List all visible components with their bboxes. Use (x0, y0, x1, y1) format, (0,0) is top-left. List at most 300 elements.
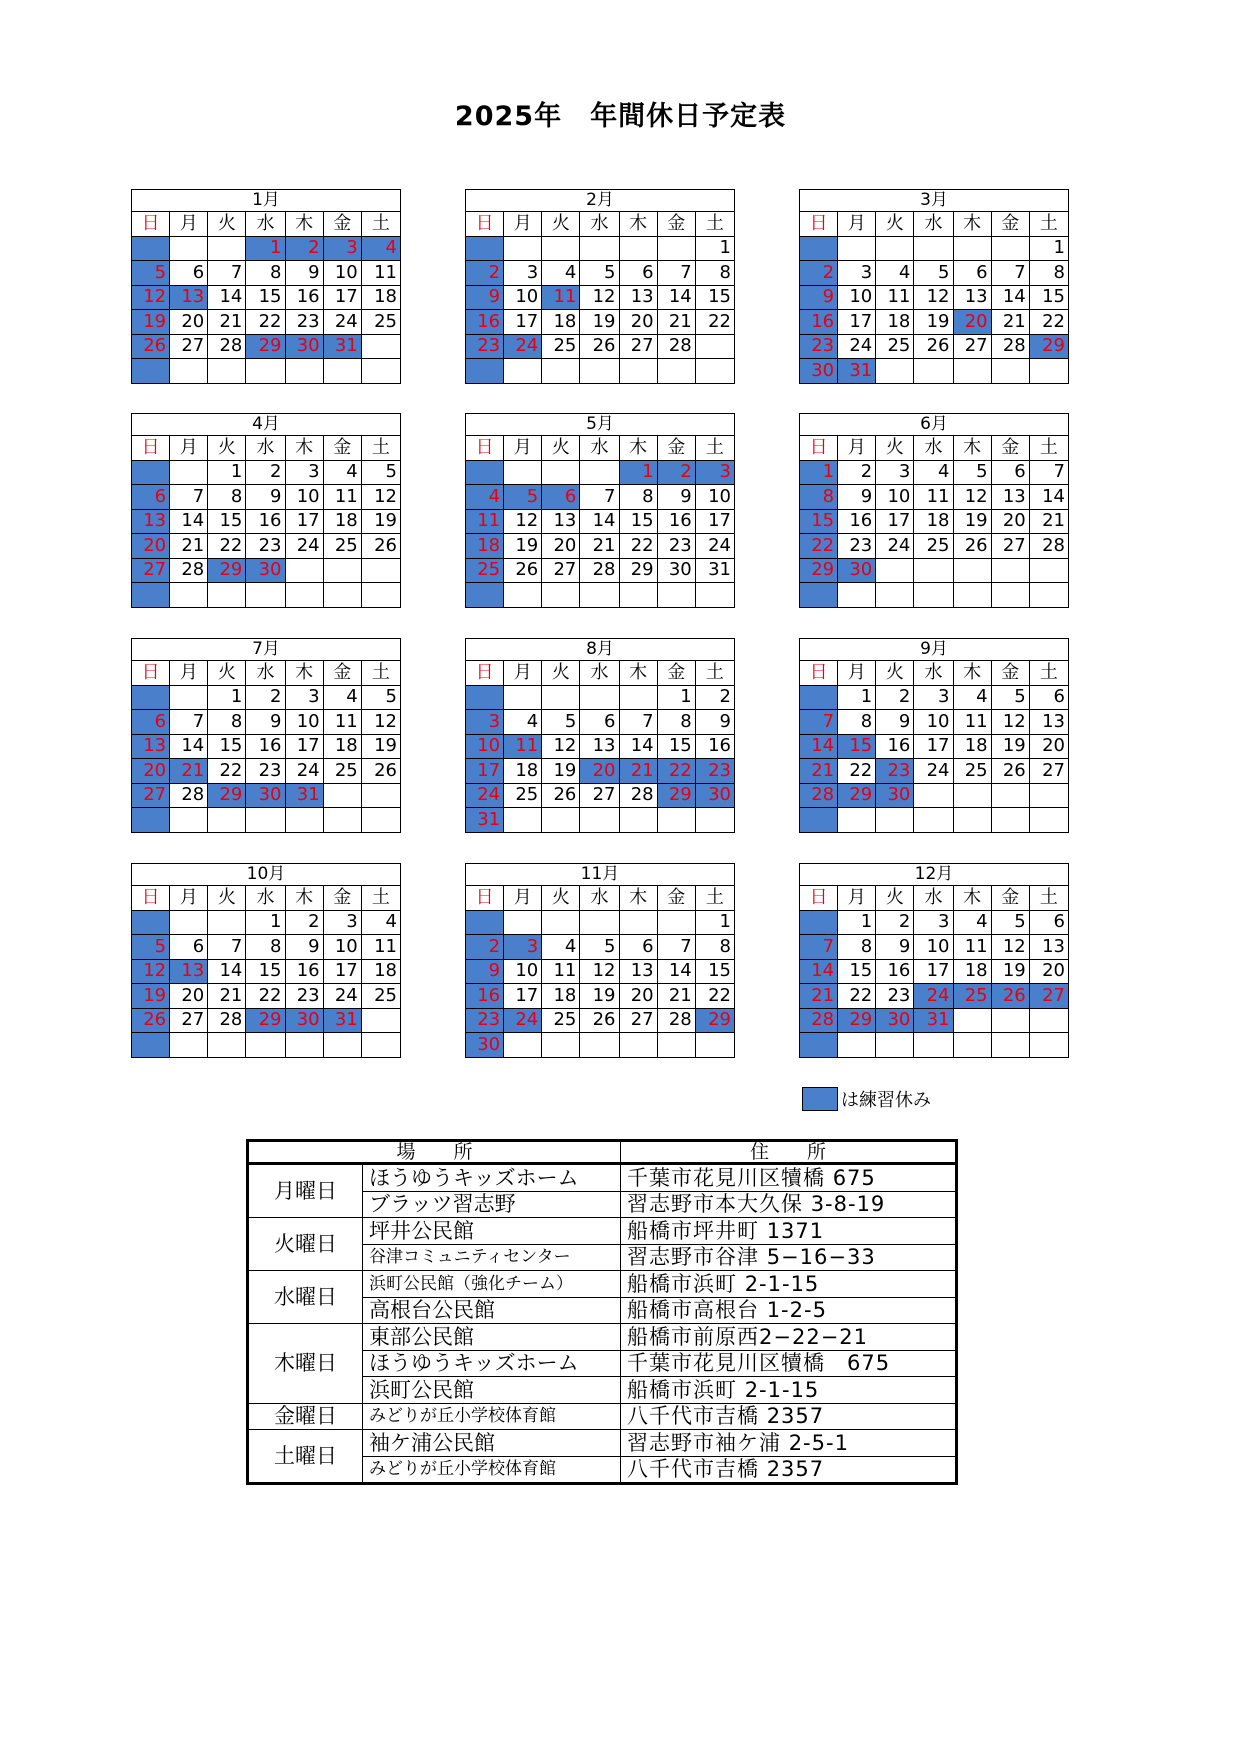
day-cell: 5 (361, 460, 400, 485)
day-cell: 13 (619, 959, 657, 984)
weekday-name: 金曜日 (248, 1403, 363, 1430)
empty-cell (619, 359, 657, 384)
place-name: 袖ケ浦公民館 (363, 1430, 621, 1457)
weekday-label: 日 (132, 212, 170, 237)
empty-cell (876, 236, 914, 261)
day-cell: 22 (246, 984, 285, 1009)
day-cell: 26 (132, 1008, 170, 1033)
day-cell: 28 (800, 1008, 838, 1033)
day-cell: 28 (619, 783, 657, 808)
day-cell: 5 (504, 485, 542, 510)
day-cell: 4 (504, 710, 542, 735)
day-cell: 12 (542, 734, 580, 759)
day-cell: 10 (838, 285, 876, 310)
weekday-label: 日 (132, 661, 170, 686)
place-name: 浜町公民館 (363, 1377, 621, 1404)
empty-cell (542, 910, 580, 935)
day-cell: 19 (953, 509, 991, 534)
empty-cell (170, 808, 208, 833)
empty-cell (170, 236, 208, 261)
empty-cell (695, 1033, 734, 1058)
day-cell: 16 (800, 310, 838, 335)
day-cell: 21 (170, 759, 208, 784)
calendar-month-12 (799, 863, 1069, 1058)
day-cell: 30 (838, 558, 876, 583)
day-cell: 11 (542, 959, 580, 984)
day-cell: 28 (580, 558, 619, 583)
place-address: 八千代市吉橋 2357 (621, 1403, 957, 1430)
day-cell: 2 (800, 261, 838, 286)
day-cell: 22 (619, 534, 657, 559)
day-cell: 24 (285, 759, 323, 784)
empty-cell (361, 359, 400, 384)
empty-cell (246, 583, 285, 608)
weekday-label: 水 (914, 212, 953, 237)
empty-cell (504, 685, 542, 710)
weekday-label: 木 (953, 436, 991, 461)
weekday-label: 月 (170, 436, 208, 461)
day-cell: 11 (361, 935, 400, 960)
day-cell: 4 (323, 460, 361, 485)
empty-cell (504, 583, 542, 608)
empty-cell (800, 808, 838, 833)
empty-cell (800, 910, 838, 935)
day-cell: 9 (800, 285, 838, 310)
empty-cell (208, 910, 246, 935)
day-cell: 29 (619, 558, 657, 583)
empty-cell (504, 1033, 542, 1058)
weekday-label: 木 (619, 436, 657, 461)
day-cell: 13 (170, 959, 208, 984)
day-cell: 1 (246, 910, 285, 935)
calendar-month-11 (465, 863, 735, 1058)
day-cell: 4 (542, 261, 580, 286)
day-cell: 15 (838, 959, 876, 984)
day-cell: 14 (170, 734, 208, 759)
weekday-label: 土 (695, 661, 734, 686)
day-cell: 8 (838, 710, 876, 735)
empty-cell (695, 334, 734, 359)
day-cell: 10 (323, 935, 361, 960)
weekday-label: 月 (838, 661, 876, 686)
weekday-name: 月曜日 (248, 1164, 363, 1218)
empty-cell (876, 583, 914, 608)
place-address: 習志野市袖ケ浦 2-5-1 (621, 1430, 957, 1457)
day-cell: 20 (991, 509, 1029, 534)
day-cell: 10 (876, 485, 914, 510)
day-cell: 2 (246, 460, 285, 485)
day-cell: 26 (991, 759, 1029, 784)
day-cell: 9 (657, 485, 695, 510)
day-cell: 21 (657, 310, 695, 335)
empty-cell (504, 808, 542, 833)
empty-cell (132, 460, 170, 485)
day-cell: 4 (914, 460, 953, 485)
empty-cell (208, 583, 246, 608)
day-cell: 23 (246, 759, 285, 784)
weekday-label: 水 (580, 436, 619, 461)
month-label: 4月 (132, 414, 401, 436)
day-cell: 4 (361, 910, 400, 935)
empty-cell (580, 808, 619, 833)
day-cell: 2 (695, 685, 734, 710)
empty-cell (542, 359, 580, 384)
weekday-label: 日 (466, 886, 504, 911)
day-cell: 20 (580, 759, 619, 784)
day-cell: 4 (361, 236, 400, 261)
day-cell: 28 (657, 1008, 695, 1033)
empty-cell (246, 808, 285, 833)
day-cell: 1 (246, 236, 285, 261)
weekday-label: 土 (361, 436, 400, 461)
day-cell: 13 (991, 485, 1029, 510)
empty-cell (991, 808, 1029, 833)
empty-cell (838, 583, 876, 608)
day-cell: 21 (580, 534, 619, 559)
empty-cell (361, 334, 400, 359)
day-cell: 13 (1029, 710, 1068, 735)
day-cell: 12 (361, 710, 400, 735)
empty-cell (953, 1008, 991, 1033)
day-cell: 14 (580, 509, 619, 534)
day-cell: 15 (619, 509, 657, 534)
day-cell: 14 (208, 959, 246, 984)
empty-cell (657, 808, 695, 833)
day-cell: 21 (800, 984, 838, 1009)
day-cell: 14 (657, 285, 695, 310)
month-label: 11月 (466, 864, 735, 886)
weekday-label: 金 (323, 212, 361, 237)
day-cell: 24 (914, 759, 953, 784)
place-address: 船橋市前原西2−22−21 (621, 1324, 957, 1351)
day-cell: 3 (914, 685, 953, 710)
day-cell: 17 (323, 285, 361, 310)
day-cell: 27 (991, 534, 1029, 559)
day-cell: 6 (580, 710, 619, 735)
empty-cell (657, 236, 695, 261)
day-cell: 13 (953, 285, 991, 310)
place-name: みどりが丘小学校体育館 (363, 1403, 621, 1430)
day-cell: 29 (246, 334, 285, 359)
day-cell: 22 (246, 310, 285, 335)
day-cell: 29 (695, 1008, 734, 1033)
empty-cell (619, 583, 657, 608)
day-cell: 20 (619, 310, 657, 335)
day-cell: 6 (991, 460, 1029, 485)
weekday-label: 金 (657, 661, 695, 686)
day-cell: 20 (132, 534, 170, 559)
empty-cell (1029, 808, 1068, 833)
empty-cell (580, 910, 619, 935)
empty-cell (953, 783, 991, 808)
day-cell: 21 (657, 984, 695, 1009)
empty-cell (580, 1033, 619, 1058)
day-cell: 12 (504, 509, 542, 534)
day-cell: 20 (132, 759, 170, 784)
day-cell: 8 (695, 935, 734, 960)
day-cell: 5 (580, 935, 619, 960)
day-cell: 11 (361, 261, 400, 286)
day-cell: 23 (246, 534, 285, 559)
day-cell: 25 (361, 984, 400, 1009)
empty-cell (914, 783, 953, 808)
day-cell: 23 (876, 984, 914, 1009)
empty-cell (991, 583, 1029, 608)
day-cell: 31 (914, 1008, 953, 1033)
empty-cell (1029, 583, 1068, 608)
empty-cell (657, 583, 695, 608)
day-cell: 10 (504, 285, 542, 310)
calendar-month-6 (799, 413, 1069, 608)
day-cell: 23 (695, 759, 734, 784)
day-cell: 7 (208, 261, 246, 286)
day-cell: 26 (991, 984, 1029, 1009)
day-cell: 15 (657, 734, 695, 759)
day-cell: 26 (132, 334, 170, 359)
day-cell: 25 (953, 759, 991, 784)
calendar-month-10 (131, 863, 401, 1058)
day-cell: 29 (838, 783, 876, 808)
empty-cell (323, 783, 361, 808)
calendar-month-4 (131, 413, 401, 608)
location-table-header (248, 1141, 957, 1164)
page-title: 2025年 年間休日予定表 (454, 101, 787, 132)
empty-cell (132, 808, 170, 833)
empty-cell (323, 359, 361, 384)
day-cell: 11 (953, 710, 991, 735)
day-cell: 5 (132, 261, 170, 286)
day-cell: 21 (991, 310, 1029, 335)
day-cell: 24 (504, 334, 542, 359)
place-name: ほうゆうキッズホーム (363, 1350, 621, 1377)
day-cell: 8 (246, 935, 285, 960)
day-cell: 18 (466, 534, 504, 559)
empty-cell (323, 583, 361, 608)
weekday-label: 金 (323, 886, 361, 911)
day-cell: 27 (619, 334, 657, 359)
empty-cell (619, 685, 657, 710)
day-cell: 22 (838, 984, 876, 1009)
empty-cell (1029, 783, 1068, 808)
day-cell: 24 (838, 334, 876, 359)
empty-cell (466, 910, 504, 935)
day-cell: 30 (876, 1008, 914, 1033)
empty-cell (542, 685, 580, 710)
day-cell: 1 (838, 910, 876, 935)
weekday-label: 木 (619, 212, 657, 237)
day-cell: 16 (246, 509, 285, 534)
month-label: 2月 (466, 190, 735, 212)
weekday-label: 木 (285, 661, 323, 686)
empty-cell (361, 783, 400, 808)
day-cell: 3 (838, 261, 876, 286)
empty-cell (876, 359, 914, 384)
place-name: みどりが丘小学校体育館 (363, 1456, 621, 1484)
day-cell: 27 (170, 1008, 208, 1033)
day-cell: 8 (657, 710, 695, 735)
day-cell: 19 (914, 310, 953, 335)
day-cell: 9 (876, 710, 914, 735)
day-cell: 18 (953, 734, 991, 759)
empty-cell (504, 910, 542, 935)
day-cell: 1 (838, 685, 876, 710)
weekday-label: 火 (542, 212, 580, 237)
day-cell: 14 (657, 959, 695, 984)
weekday-label: 金 (991, 436, 1029, 461)
empty-cell (580, 685, 619, 710)
place-name: 坪井公民館 (363, 1218, 621, 1245)
day-cell: 16 (876, 734, 914, 759)
day-cell: 1 (1029, 236, 1068, 261)
empty-cell (170, 583, 208, 608)
day-cell: 6 (1029, 910, 1068, 935)
day-cell: 28 (208, 334, 246, 359)
place-address: 習志野市本大久保 3-8-19 (621, 1191, 957, 1218)
weekday-label: 火 (208, 661, 246, 686)
weekday-label: 木 (285, 886, 323, 911)
day-cell: 2 (876, 685, 914, 710)
day-cell: 29 (1029, 334, 1068, 359)
day-cell: 8 (619, 485, 657, 510)
empty-cell (991, 783, 1029, 808)
weekday-label: 金 (657, 886, 695, 911)
day-cell: 17 (876, 509, 914, 534)
day-cell: 24 (285, 534, 323, 559)
place-address: 船橋市坪井町 1371 (621, 1218, 957, 1245)
day-cell: 18 (542, 984, 580, 1009)
empty-cell (1029, 359, 1068, 384)
weekday-label: 火 (876, 661, 914, 686)
day-cell: 27 (170, 334, 208, 359)
empty-cell (695, 808, 734, 833)
empty-cell (1029, 1033, 1068, 1058)
empty-cell (800, 1033, 838, 1058)
weekday-label: 日 (466, 436, 504, 461)
day-cell: 15 (1029, 285, 1068, 310)
day-cell: 29 (838, 1008, 876, 1033)
empty-cell (953, 1033, 991, 1058)
month-label: 3月 (800, 190, 1069, 212)
weekday-label: 土 (695, 886, 734, 911)
day-cell: 31 (695, 558, 734, 583)
weekday-label: 日 (466, 661, 504, 686)
day-cell: 15 (695, 959, 734, 984)
day-cell: 27 (1029, 759, 1068, 784)
month-label: 9月 (800, 639, 1069, 661)
weekday-label: 日 (132, 886, 170, 911)
weekday-label: 土 (361, 212, 400, 237)
day-cell: 7 (619, 710, 657, 735)
empty-cell (838, 808, 876, 833)
weekday-name: 水曜日 (248, 1271, 363, 1324)
day-cell: 3 (695, 460, 734, 485)
empty-cell (580, 583, 619, 608)
day-cell: 11 (323, 485, 361, 510)
weekday-label: 月 (838, 436, 876, 461)
day-cell: 20 (619, 984, 657, 1009)
weekday-label: 月 (504, 212, 542, 237)
empty-cell (542, 808, 580, 833)
day-cell: 27 (1029, 984, 1068, 1009)
day-cell: 23 (285, 310, 323, 335)
location-table (246, 1139, 958, 1485)
day-cell: 17 (285, 509, 323, 534)
day-cell: 17 (914, 959, 953, 984)
place-address: 習志野市谷津 5−16−33 (621, 1244, 957, 1271)
day-cell: 23 (466, 334, 504, 359)
empty-cell (657, 1033, 695, 1058)
day-cell: 6 (170, 935, 208, 960)
day-cell: 3 (466, 710, 504, 735)
day-cell: 15 (246, 285, 285, 310)
weekday-name: 木曜日 (248, 1324, 363, 1404)
place-name: ブラッツ習志野 (363, 1191, 621, 1218)
day-cell: 19 (361, 734, 400, 759)
day-cell: 29 (208, 558, 246, 583)
day-cell: 20 (170, 984, 208, 1009)
day-cell: 9 (876, 935, 914, 960)
empty-cell (542, 236, 580, 261)
empty-cell (876, 558, 914, 583)
day-cell: 11 (876, 285, 914, 310)
calendar-month-1 (131, 189, 401, 384)
empty-cell (170, 1033, 208, 1058)
day-cell: 9 (466, 285, 504, 310)
day-cell: 28 (170, 783, 208, 808)
day-cell: 12 (580, 285, 619, 310)
day-cell: 17 (323, 959, 361, 984)
weekday-label: 金 (323, 661, 361, 686)
empty-cell (132, 236, 170, 261)
legend-text: は練習休み (841, 1090, 931, 1111)
location-row (248, 1164, 957, 1192)
day-cell: 19 (132, 310, 170, 335)
day-cell: 28 (1029, 534, 1068, 559)
day-cell: 16 (246, 734, 285, 759)
empty-cell (246, 359, 285, 384)
empty-cell (619, 1033, 657, 1058)
day-cell: 17 (695, 509, 734, 534)
day-cell: 25 (876, 334, 914, 359)
day-cell: 15 (838, 734, 876, 759)
day-cell: 22 (695, 984, 734, 1009)
day-cell: 25 (542, 1008, 580, 1033)
day-cell: 5 (953, 460, 991, 485)
day-cell: 26 (504, 558, 542, 583)
weekday-label: 日 (800, 212, 838, 237)
day-cell: 16 (466, 310, 504, 335)
day-cell: 26 (361, 759, 400, 784)
weekday-label: 水 (914, 886, 953, 911)
address-header: 住 所 (621, 1141, 957, 1164)
day-cell: 3 (323, 910, 361, 935)
day-cell: 14 (800, 959, 838, 984)
weekday-label: 月 (838, 212, 876, 237)
empty-cell (914, 1033, 953, 1058)
day-cell: 24 (504, 1008, 542, 1033)
empty-cell (285, 558, 323, 583)
calendar-month-3 (799, 189, 1069, 384)
day-cell: 12 (132, 285, 170, 310)
empty-cell (695, 583, 734, 608)
month-label: 12月 (800, 864, 1069, 886)
empty-cell (361, 808, 400, 833)
day-cell: 8 (838, 935, 876, 960)
weekday-label: 金 (657, 212, 695, 237)
calendar-month-8 (465, 638, 735, 833)
day-cell: 11 (914, 485, 953, 510)
empty-cell (361, 1008, 400, 1033)
